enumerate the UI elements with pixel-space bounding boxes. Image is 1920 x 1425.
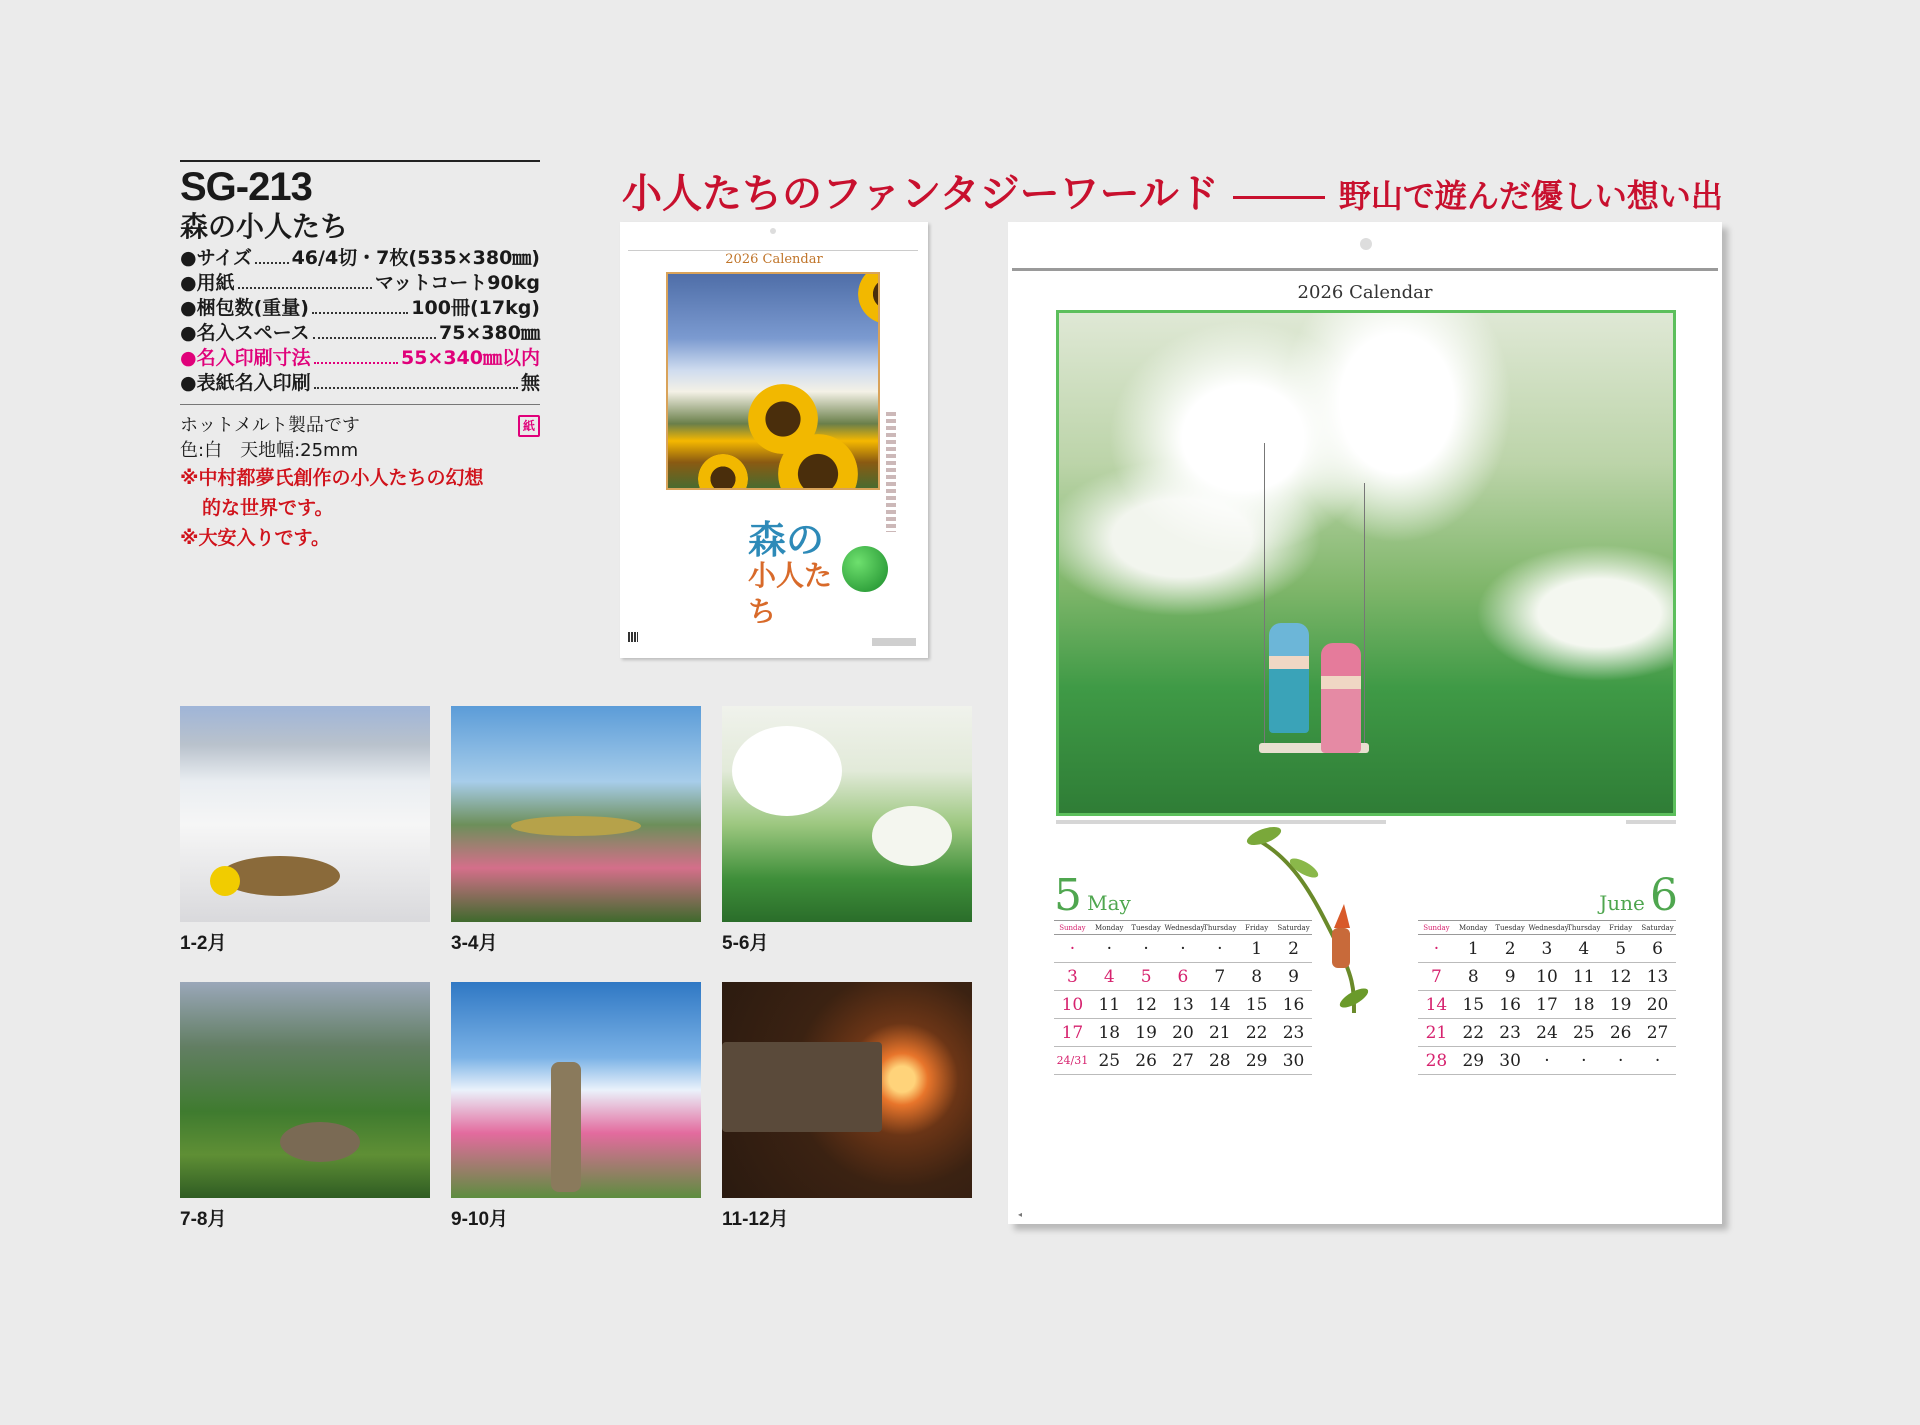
day-cell: 3 [1054, 963, 1091, 991]
day-cell: 9 [1275, 963, 1312, 991]
thumbnail-photo [451, 706, 701, 922]
day-cell: 21 [1418, 1019, 1455, 1047]
weekday-header: Thursday [1201, 921, 1238, 935]
thumbnail-caption: 11-12月 [722, 1209, 789, 1230]
weekday-header: Tuesday [1492, 921, 1529, 935]
day-cell: 13 [1165, 991, 1202, 1019]
calendar-cover [620, 222, 928, 658]
hotmelt-note [180, 413, 540, 438]
weekday-header: Sunday [1418, 921, 1455, 935]
day-cell: 8 [1455, 963, 1492, 991]
day-cell: 10 [1529, 963, 1566, 991]
day-cell: 14 [1418, 991, 1455, 1019]
day-cell: 22 [1238, 1019, 1275, 1047]
leader-dots [314, 346, 398, 364]
day-cell: 5 [1602, 935, 1639, 963]
binding-line [1012, 268, 1718, 271]
weekday-header-row [1054, 921, 1312, 935]
sunflower-image [698, 454, 748, 490]
day-cell: 17 [1054, 1019, 1091, 1047]
day-cell: 19 [1128, 1019, 1165, 1047]
day-cell: 19 [1602, 991, 1639, 1019]
day-cell: 15 [1455, 991, 1492, 1019]
spec-key: ●梱包数(重量) [180, 297, 309, 319]
day-cell: 6 [1639, 935, 1676, 963]
spec-list [180, 246, 540, 396]
page-number-mark: ◂ [1018, 1210, 1023, 1219]
day-cell: · [1091, 935, 1128, 963]
month-grid [1418, 920, 1676, 1075]
day-cell: 25 [1565, 1019, 1602, 1047]
week-row [1418, 1047, 1676, 1075]
weekday-header: Wednesday [1529, 921, 1566, 935]
page-photo [1056, 310, 1676, 816]
week-row [1418, 963, 1676, 991]
day-cell: 1 [1238, 935, 1275, 963]
month-name: June [1599, 891, 1645, 915]
day-cell: 29 [1455, 1047, 1492, 1075]
day-cell: 2 [1492, 935, 1529, 963]
product-name: 森の小人たち [180, 210, 349, 243]
day-cell: 14 [1201, 991, 1238, 1019]
day-cell: 11 [1091, 991, 1128, 1019]
cover-logo [748, 517, 844, 630]
spec-row [180, 371, 540, 396]
spec-key: ●用紙 [180, 272, 235, 294]
thumbnail-caption: 9-10月 [451, 1209, 509, 1230]
spec-value: マットコート90kg [374, 272, 540, 294]
spec-value: 46/4切・7枚(535×380㎜) [291, 247, 540, 269]
day-cell: 10 [1054, 991, 1091, 1019]
day-cell: 1 [1455, 935, 1492, 963]
pink-gnome [1321, 643, 1361, 753]
spec-key: ●名入スペース [180, 322, 310, 344]
day-cell: 27 [1639, 1019, 1676, 1047]
qr-code [628, 632, 638, 642]
week-row [1054, 991, 1312, 1019]
day-cell: 16 [1492, 991, 1529, 1019]
day-cell: 5 [1128, 963, 1165, 991]
hang-hole [1360, 238, 1372, 250]
cover-calendar-title: 2026 Calendar [725, 252, 823, 267]
thumbnail-photo [180, 982, 430, 1198]
day-cell: 18 [1091, 1019, 1128, 1047]
weekday-header: Saturday [1639, 921, 1676, 935]
weekday-header: Saturday [1275, 921, 1312, 935]
hang-hole [770, 228, 776, 234]
day-cell: 17 [1529, 991, 1566, 1019]
spec-value: 55×340㎜以内 [400, 347, 540, 369]
thumbnail-caption: 3-4月 [451, 933, 498, 954]
day-cell: 20 [1639, 991, 1676, 1019]
day-cell: 7 [1418, 963, 1455, 991]
week-row [1418, 935, 1676, 963]
day-cell: 29 [1238, 1047, 1275, 1075]
thumbnail-photo [451, 982, 701, 1198]
weekday-header: Thursday [1565, 921, 1602, 935]
day-cell: 13 [1639, 963, 1676, 991]
month-name: May [1087, 891, 1131, 915]
headline [622, 162, 1723, 219]
weekday-header: Friday [1602, 921, 1639, 935]
month-number: 5 [1054, 870, 1082, 921]
day-cell: 25 [1091, 1047, 1128, 1075]
cover-side-text [886, 412, 896, 532]
month-grid [1054, 920, 1312, 1075]
white-blossom [732, 726, 842, 816]
day-cell: 30 [1492, 1047, 1529, 1075]
stump [280, 1122, 360, 1162]
day-cell: 28 [1201, 1047, 1238, 1075]
spec-key: ●サイズ [180, 247, 253, 269]
month-june [1418, 870, 1678, 1075]
day-cell: 7 [1201, 963, 1238, 991]
week-row [1054, 963, 1312, 991]
spec-row [180, 271, 540, 296]
weekday-header: Sunday [1054, 921, 1091, 935]
day-cell: 20 [1165, 1019, 1202, 1047]
month-heading [1054, 870, 1314, 920]
day-cell: 12 [1128, 991, 1165, 1019]
spec-row [180, 296, 540, 321]
day-cell: 24 [1529, 1019, 1566, 1047]
thumbnail-caption: 1-2月 [180, 933, 227, 954]
day-cell: 12 [1602, 963, 1639, 991]
day-cell: · [1639, 1047, 1676, 1075]
day-cell: 27 [1165, 1047, 1202, 1075]
day-cell: 4 [1091, 963, 1128, 991]
day-cell: 15 [1238, 991, 1275, 1019]
weekday-header-row [1418, 921, 1676, 935]
thumbnail-caption: 5-6月 [722, 933, 769, 954]
week-row [1418, 991, 1676, 1019]
day-cell: 18 [1565, 991, 1602, 1019]
calendar-page [1008, 222, 1722, 1224]
swing-rope [1364, 483, 1365, 753]
week-row [1054, 935, 1312, 963]
swing-rope [1264, 443, 1265, 743]
spec-key: ●名入印刷寸法 [180, 347, 311, 369]
hotmelt-text: ホットメルト製品です [180, 415, 360, 436]
spec-row [180, 321, 540, 346]
day-cell: 21 [1201, 1019, 1238, 1047]
day-cell: 4 [1565, 935, 1602, 963]
leader-dots [255, 246, 289, 264]
day-cell: 16 [1275, 991, 1312, 1019]
cover-logo-line1: 森の [748, 517, 825, 562]
cover-logo-line2: 小人たち [748, 559, 833, 628]
leader-dots [238, 271, 372, 289]
day-cell: 11 [1565, 963, 1602, 991]
day-cell: 24/31 [1054, 1047, 1091, 1075]
thumbnail-photo [722, 982, 972, 1198]
headline-dash [1233, 196, 1325, 199]
spec-row [180, 246, 540, 271]
day-cell: 23 [1492, 1019, 1529, 1047]
red-note-1: ※中村都夢氏創作の小人たちの幻想 [180, 467, 484, 489]
month-heading [1418, 870, 1678, 920]
weekday-header: Friday [1238, 921, 1275, 935]
leader-dots [314, 371, 518, 389]
blue-gnome [1269, 623, 1309, 733]
day-cell: 2 [1275, 935, 1312, 963]
day-cell: 6 [1165, 963, 1202, 991]
page-calendar-title: 2026 Calendar [1297, 282, 1433, 303]
thumbnail-caption: 7-8月 [180, 1209, 227, 1230]
day-cell: 9 [1492, 963, 1529, 991]
weekday-header: Tuesday [1128, 921, 1165, 935]
spec-row [180, 346, 540, 371]
white-blossom [872, 806, 952, 866]
day-cell: 26 [1602, 1019, 1639, 1047]
thumbnail-photo [722, 706, 972, 922]
stump [551, 1062, 581, 1192]
spec-key: ●表紙名入印刷 [180, 372, 311, 394]
spec-value: 無 [520, 372, 540, 394]
weekday-header: Monday [1091, 921, 1128, 935]
day-cell: · [1565, 1047, 1602, 1075]
red-note-2: 的な世界です。 [202, 497, 334, 519]
day-cell: 26 [1128, 1047, 1165, 1075]
week-row [1054, 1047, 1312, 1075]
day-cell: · [1054, 935, 1091, 963]
weekday-header: Monday [1455, 921, 1492, 935]
headline-main: 小人たちのファンタジーワールド [622, 170, 1219, 217]
weekday-header: Wednesday [1165, 921, 1202, 935]
day-cell: 22 [1455, 1019, 1492, 1047]
green-balloon [842, 546, 888, 592]
day-cell: · [1201, 935, 1238, 963]
brand-mark [872, 638, 916, 646]
branch [511, 816, 641, 836]
sunflower-image [858, 272, 880, 324]
headline-sub: 野山で遊んだ優しい想い出 [1338, 177, 1723, 215]
paper-badge: 紙 [518, 415, 540, 437]
month-may [1054, 870, 1314, 1075]
red-note-3: ※大安入りです。 [180, 527, 330, 549]
day-cell: · [1602, 1047, 1639, 1075]
bench [722, 1042, 882, 1132]
month-number: 6 [1650, 870, 1678, 921]
day-cell: · [1128, 935, 1165, 963]
day-cell: · [1529, 1047, 1566, 1075]
thumbnail-photo [180, 706, 430, 922]
spec-top-rule [180, 160, 540, 162]
cover-photo [666, 272, 880, 490]
spec-divider [180, 404, 540, 405]
leader-dots [313, 321, 436, 339]
day-cell: · [1165, 935, 1202, 963]
flower [210, 866, 240, 896]
color-note: 色:白 天地幅:25mm [180, 440, 359, 461]
spec-value: 100冊(17kg) [411, 297, 540, 319]
spec-value: 75×380㎜ [438, 322, 540, 344]
day-cell: 3 [1529, 935, 1566, 963]
day-cell: · [1418, 935, 1455, 963]
caption-text-right [1626, 820, 1676, 824]
leader-dots [312, 296, 408, 314]
week-row [1054, 1019, 1312, 1047]
day-cell: 8 [1238, 963, 1275, 991]
product-code: SG-213 [180, 165, 312, 209]
product-spec [180, 160, 540, 553]
day-cell: 28 [1418, 1047, 1455, 1075]
day-cell: 23 [1275, 1019, 1312, 1047]
week-row [1418, 1019, 1676, 1047]
day-cell: 30 [1275, 1047, 1312, 1075]
